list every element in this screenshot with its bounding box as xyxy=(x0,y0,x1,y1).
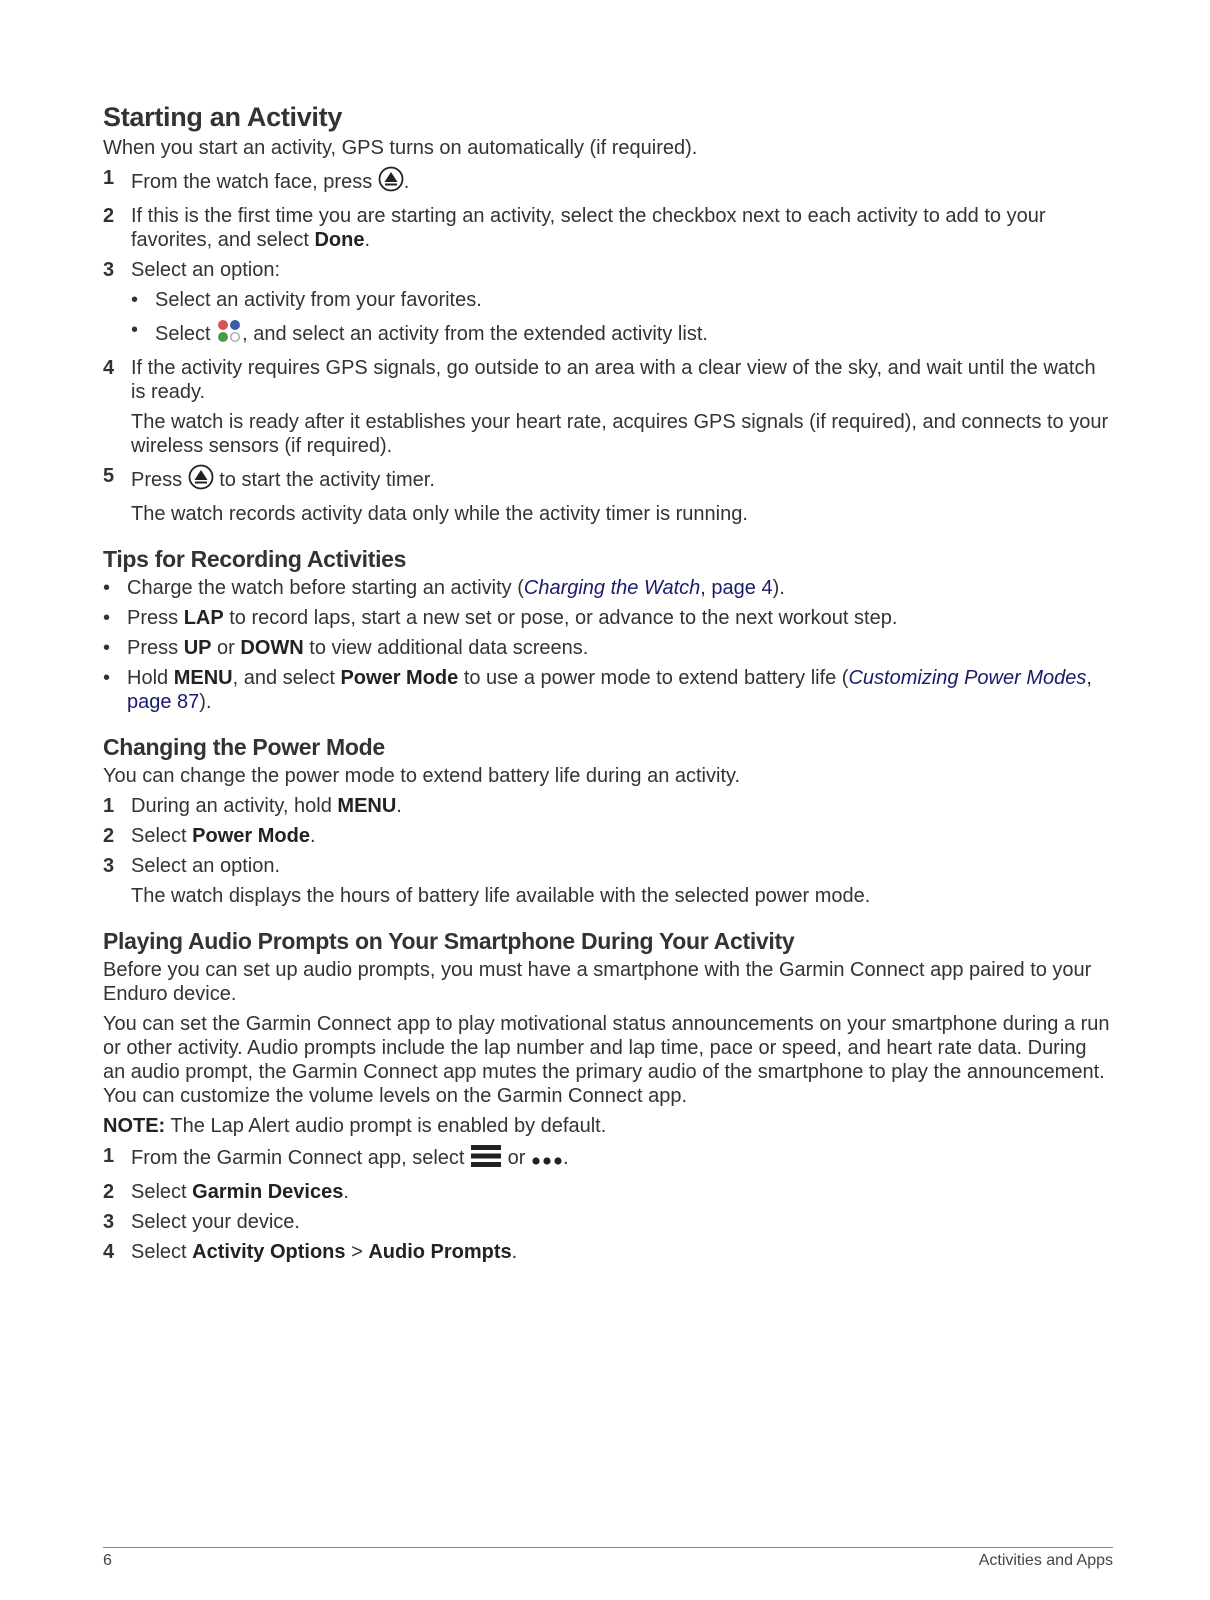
step-note: The watch records activity data only while the activity timer is running. xyxy=(131,503,748,525)
step-text: From the watch face, press xyxy=(131,171,373,193)
option-bullet xyxy=(131,318,1113,350)
bullet-text: Select an activity from your favorites. xyxy=(155,289,482,311)
bullet-dot: • xyxy=(131,319,139,341)
activity-apps-icon xyxy=(216,318,242,350)
tip-text: Hold xyxy=(127,667,169,689)
step-text: Select xyxy=(131,1241,187,1263)
step-number: 2 xyxy=(103,825,115,847)
step-text-end: . xyxy=(343,1181,349,1203)
step-number: 1 xyxy=(103,1145,115,1167)
power-mode-label: Power Mode xyxy=(192,825,310,847)
menu-key-label: MENU xyxy=(173,667,233,689)
bullet-text: Select xyxy=(155,323,211,345)
tip-bullet xyxy=(103,576,1113,600)
bullet-dot: • xyxy=(103,667,111,689)
tip-text-end: to view additional data screens. xyxy=(309,637,589,659)
start-button-icon xyxy=(378,166,404,198)
bullet-dot: • xyxy=(103,607,111,629)
step-3 xyxy=(103,1210,1113,1234)
step-text: If this is the first time you are starting an activity, select the checkbox next to each activity to add to your favorites, and select xyxy=(131,205,1046,251)
tip-bullet xyxy=(103,666,1113,714)
tip-text: Charge the watch before starting an activity ( xyxy=(127,577,524,599)
link-page[interactable]: , page 4 xyxy=(700,577,773,599)
step-text: or xyxy=(507,1147,526,1169)
note xyxy=(103,1114,1113,1138)
step-5 xyxy=(103,464,1113,526)
step-text: From the Garmin Connect app, select xyxy=(131,1147,465,1169)
power-mode-label: Power Mode xyxy=(340,667,459,689)
section-title-audio-prompts: Playing Audio Prompts on Your Smartphone During Your Activity xyxy=(103,928,795,954)
step-1 xyxy=(103,794,1113,818)
tip-text: Press xyxy=(127,607,179,629)
section-title-tips: Tips for Recording Activities xyxy=(103,546,407,572)
step-text-end: . xyxy=(562,1147,569,1169)
step-number: 4 xyxy=(103,1241,115,1263)
page-footer xyxy=(103,1547,1113,1570)
tip-text: to use a power mode to extend battery life ( xyxy=(463,667,849,689)
bullet-text-end: , and select an activity from the extended activity list. xyxy=(242,323,708,345)
charging-watch-link[interactable] xyxy=(524,577,773,599)
activity-options-label: Activity Options xyxy=(192,1241,346,1263)
start-button-icon xyxy=(188,464,214,496)
step-number: 5 xyxy=(103,465,115,487)
step-note: The watch is ready after it establishes your heart rate, acquires GPS signals (if required), and connects to your wireless sensors (if required). xyxy=(131,411,1109,457)
tip-bullet xyxy=(103,636,1113,660)
more-dots-icon xyxy=(531,1150,563,1174)
step-2 xyxy=(103,1180,1113,1204)
tip-text-end: to record laps, start a new set or pose, or advance to the next workout step. xyxy=(229,607,898,629)
menu-key-label: MENU xyxy=(337,795,397,817)
tip-text-end: ). xyxy=(199,691,212,713)
menu-separator: > xyxy=(351,1241,363,1263)
intro-text: When you start an activity, GPS turns on automatically (if required). xyxy=(103,137,698,159)
tip-bullet xyxy=(103,606,1113,630)
tip-text: or xyxy=(217,637,235,659)
page-number: 6 xyxy=(103,1552,112,1569)
step-text: Select your device. xyxy=(131,1211,300,1233)
step-text: Select xyxy=(131,825,187,847)
step-number: 4 xyxy=(103,357,115,379)
note-text: The Lap Alert audio prompt is enabled by default. xyxy=(170,1115,607,1137)
step-2 xyxy=(103,824,1113,848)
hamburger-menu-icon xyxy=(470,1144,502,1174)
step-text: During an activity, hold xyxy=(131,795,332,817)
step-4 xyxy=(103,356,1113,458)
intro-text: You can change the power mode to extend battery life during an activity. xyxy=(103,765,741,787)
step-note: The watch displays the hours of battery life available with the selected power mode. xyxy=(131,885,871,907)
step-2 xyxy=(103,204,1113,252)
audio-prompts-label: Audio Prompts xyxy=(368,1241,512,1263)
step-text: Select xyxy=(131,1181,187,1203)
step-number: 2 xyxy=(103,1181,115,1203)
step-3 xyxy=(103,258,1113,350)
paragraph: You can set the Garmin Connect app to play motivational status announcements on your smartphone during a run or other activity. Audio prompts include the lap number and lap time, pace or speed, and heart rate data. During an audio prompt, the Garmin Connect app mutes the primary audio of the smartphone to play the announcement. You can customize the volume levels on the Garmin Connect app. xyxy=(103,1013,1110,1107)
tip-text: , and select xyxy=(232,667,335,689)
note-label: NOTE: xyxy=(103,1115,166,1137)
step-text-end: to start the activity timer. xyxy=(219,469,435,491)
step-3 xyxy=(103,854,1113,908)
step-text: Press xyxy=(131,469,183,491)
bullet-dot: • xyxy=(103,577,111,599)
step-text: Select an option. xyxy=(131,855,280,877)
step-4 xyxy=(103,1240,1113,1264)
tip-text: Press xyxy=(127,637,179,659)
bullet-dot: • xyxy=(131,289,139,311)
step-1 xyxy=(103,166,1113,198)
manual-page xyxy=(103,100,1113,1270)
step-number: 3 xyxy=(103,855,115,877)
step-1 xyxy=(103,1144,1113,1174)
step-number: 3 xyxy=(103,259,115,281)
bullet-dot: • xyxy=(103,637,111,659)
tip-text-end: ). xyxy=(772,577,785,599)
step-text-end: . xyxy=(403,171,410,193)
step-text-end: . xyxy=(396,795,402,817)
step-text-end: . xyxy=(309,825,316,847)
footer-section-name: Activities and Apps xyxy=(978,1552,1113,1569)
step-text-end: . xyxy=(364,229,370,251)
step-text-end: . xyxy=(511,1241,518,1263)
done-label: Done xyxy=(314,229,365,251)
step-number: 1 xyxy=(103,167,115,189)
garmin-devices-label: Garmin Devices xyxy=(192,1181,344,1203)
link-page[interactable]: , page 87 xyxy=(127,667,1092,713)
section-title-starting-activity: Starting an Activity xyxy=(103,102,343,132)
step-number: 1 xyxy=(103,795,115,817)
step-text: Select an option: xyxy=(131,259,280,281)
down-key-label: DOWN xyxy=(240,637,304,659)
step-number: 3 xyxy=(103,1211,115,1233)
up-key-label: UP xyxy=(183,637,212,659)
step-text: If the activity requires GPS signals, go outside to an area with a clear view of the sky, and wait until the watch is ready. xyxy=(131,357,1096,403)
lap-key-label: LAP xyxy=(183,607,224,629)
section-title-power-mode: Changing the Power Mode xyxy=(103,734,385,760)
link-title[interactable]: Charging the Watch xyxy=(523,577,701,599)
paragraph: Before you can set up audio prompts, you must have a smartphone with the Garmin Connect app paired to your Enduro device. xyxy=(103,959,1092,1005)
option-bullet xyxy=(131,288,1113,312)
step-number: 2 xyxy=(103,205,115,227)
link-title[interactable]: Customizing Power Modes xyxy=(848,667,1087,689)
